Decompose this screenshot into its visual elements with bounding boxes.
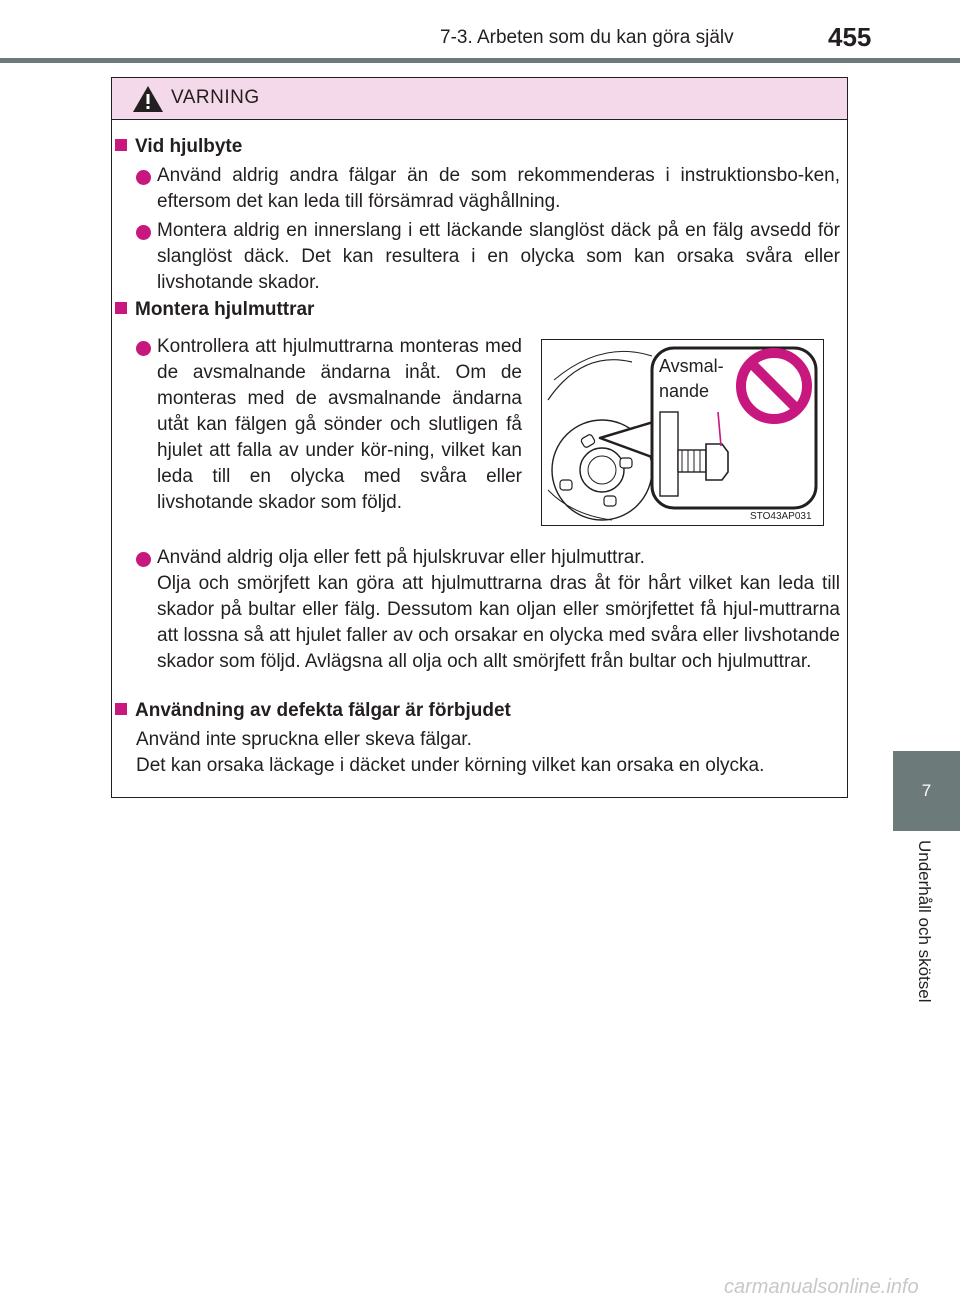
line-text: Det kan orsaka läckage i däcket under körning vilket kan orsaka en olycka. [136,755,765,776]
chapter-tab: 7 [893,751,960,831]
warning-title: VARNING [171,87,260,108]
figure-label: Avsmal-nande [659,356,724,401]
wheel-nut-figure [541,339,824,526]
watermark: carmanualsonline.info [724,1276,919,1298]
square-bullet-icon [115,703,127,715]
page-number: 455 [828,22,872,52]
heading-mount-nuts: Montera hjulmuttrar [115,297,314,323]
header-rule [0,58,960,63]
line-text: Använd inte spruckna eller skeva fälgar. [136,729,472,750]
heading-wheel-change: Vid hjulbyte [115,134,242,160]
bullet-dot-icon [136,341,151,356]
bullet-dot-icon [136,552,151,567]
heading-defective-rims: Användning av defekta fälgar är förbjudet [115,698,511,724]
square-bullet-icon [115,302,127,314]
bullet-text: Kontrollera att hjulmuttrarna monteras med de avsmalnande ändarna inåt. Om de monteras med de avsmalnande ändarna utåt kan fälgen gå sönder och slutligen få hjulet att falla av under kör-ning, vilket kan leda till en olycka med svåra eller livshotande skador som följd. [157,336,522,513]
bullet-dot-icon [136,170,151,185]
square-bullet-icon [115,139,127,151]
warning-header [112,78,847,120]
bullet-dot-icon [136,225,151,240]
bullet-text: Använd aldrig andra fälgar än de som rekommenderas i instruktionsbo-ken, eftersom det kan leda till försämrad väghållning. [157,165,840,212]
section-title: 7-3. Arbeten som du kan göra själv [440,27,734,48]
chapter-label: Underhåll och skötsel [915,840,934,1003]
bullet-text: Använd aldrig olja eller fett på hjulskruvar eller hjulmuttrar. [157,547,645,568]
warning-triangle-icon [132,85,164,113]
figure-code: STO43AP031 [750,511,812,522]
bullet-text: Montera aldrig en innerslang i ett läckande slanglöst däck på en fälg avsedd för slanglöst däck. Det kan resultera i en olycka som kan orsaka svåra eller livshotande skador. [157,220,840,293]
paragraph-text: Olja och smörjfett kan göra att hjulmuttrarna dras åt för hårt vilket kan leda till skador på bultar eller fälg. Dessutom kan oljan eller smörjfettet få hjul-muttrarna att lossna så att hjulet faller av och orsakar en olycka med svåra eller livshotande skador som följd. Avlägsna all olja och allt smörjfett från bultar och hjulmuttrar. [157,573,840,672]
